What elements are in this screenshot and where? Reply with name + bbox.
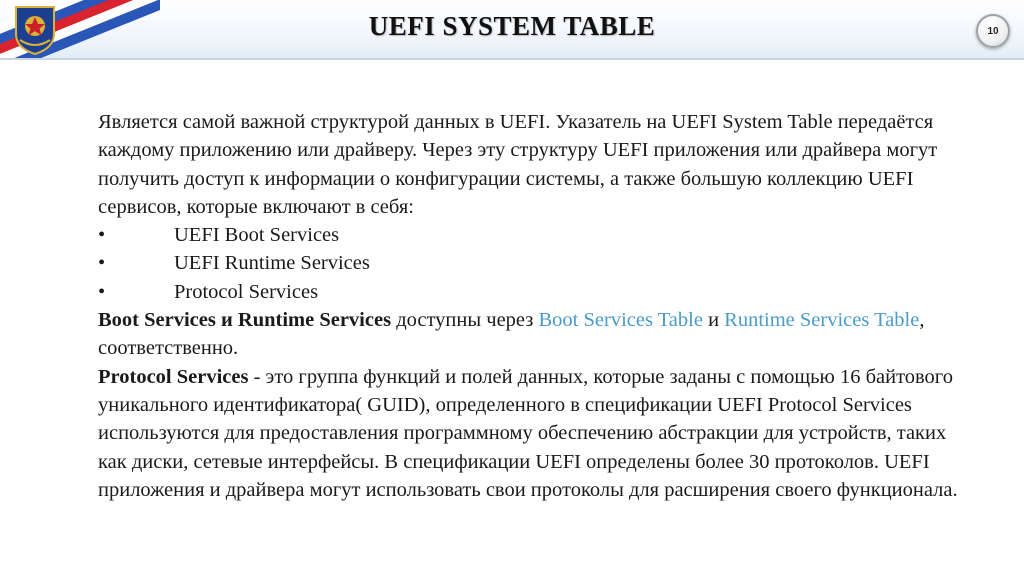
boot-services-table-link[interactable]: Boot Services Table (538, 309, 703, 332)
header-divider (0, 58, 1024, 60)
bullet-mark: • (98, 252, 106, 275)
services-bold-term: Boot Services и Runtime Services (98, 309, 392, 332)
bullet-mark: • (98, 224, 106, 247)
bullet-text: UEFI Boot Services (174, 224, 340, 247)
intro-paragraph: Является самой важной структурой данных в UEFI. Указатель на UEFI System Table передаётся каждому приложению или драйверу. Через эту структуру UEFI приложения или драйвера могут получить доступ к информации о конфигурации системы, а также большую коллекцию UEFI сервисов, которые включают в себя: (98, 111, 938, 218)
bullet-item (98, 249, 958, 277)
runtime-services-table-link[interactable]: Runtime Services Table (724, 309, 920, 332)
protocol-text: - это группа функций и полей данных, которые заданы с помощью 16 байтового уникального идентификатора( GUID), определенного в спецификации UEFI Protocol Services используются для предоставления программному обеспечению абстракции для устройств, таких как диски, сетевые интерфейсы. В спецификации UEFI определены более 30 протоколов. UEFI приложения и драйвера могут использовать свои протоколы для расширения своего функционала. (98, 365, 958, 501)
slide-body (98, 108, 958, 504)
slide-title: UEFI SYSTEM TABLE (368, 11, 656, 41)
bullet-text: Protocol Services (174, 280, 319, 303)
services-text: и (702, 309, 725, 332)
services-text: , соответственно. (98, 309, 925, 360)
slide-header (0, 0, 1024, 58)
bullet-item (98, 278, 958, 306)
services-text: доступны через (391, 309, 539, 332)
protocol-paragraph (98, 363, 958, 504)
bullet-mark: • (98, 280, 106, 303)
services-paragraph (98, 306, 958, 363)
bullet-item (98, 221, 958, 249)
bullet-text: UEFI Runtime Services (174, 252, 370, 275)
protocol-bold-term: Protocol Services (98, 365, 249, 388)
page-number-badge: 10 (976, 14, 1010, 48)
